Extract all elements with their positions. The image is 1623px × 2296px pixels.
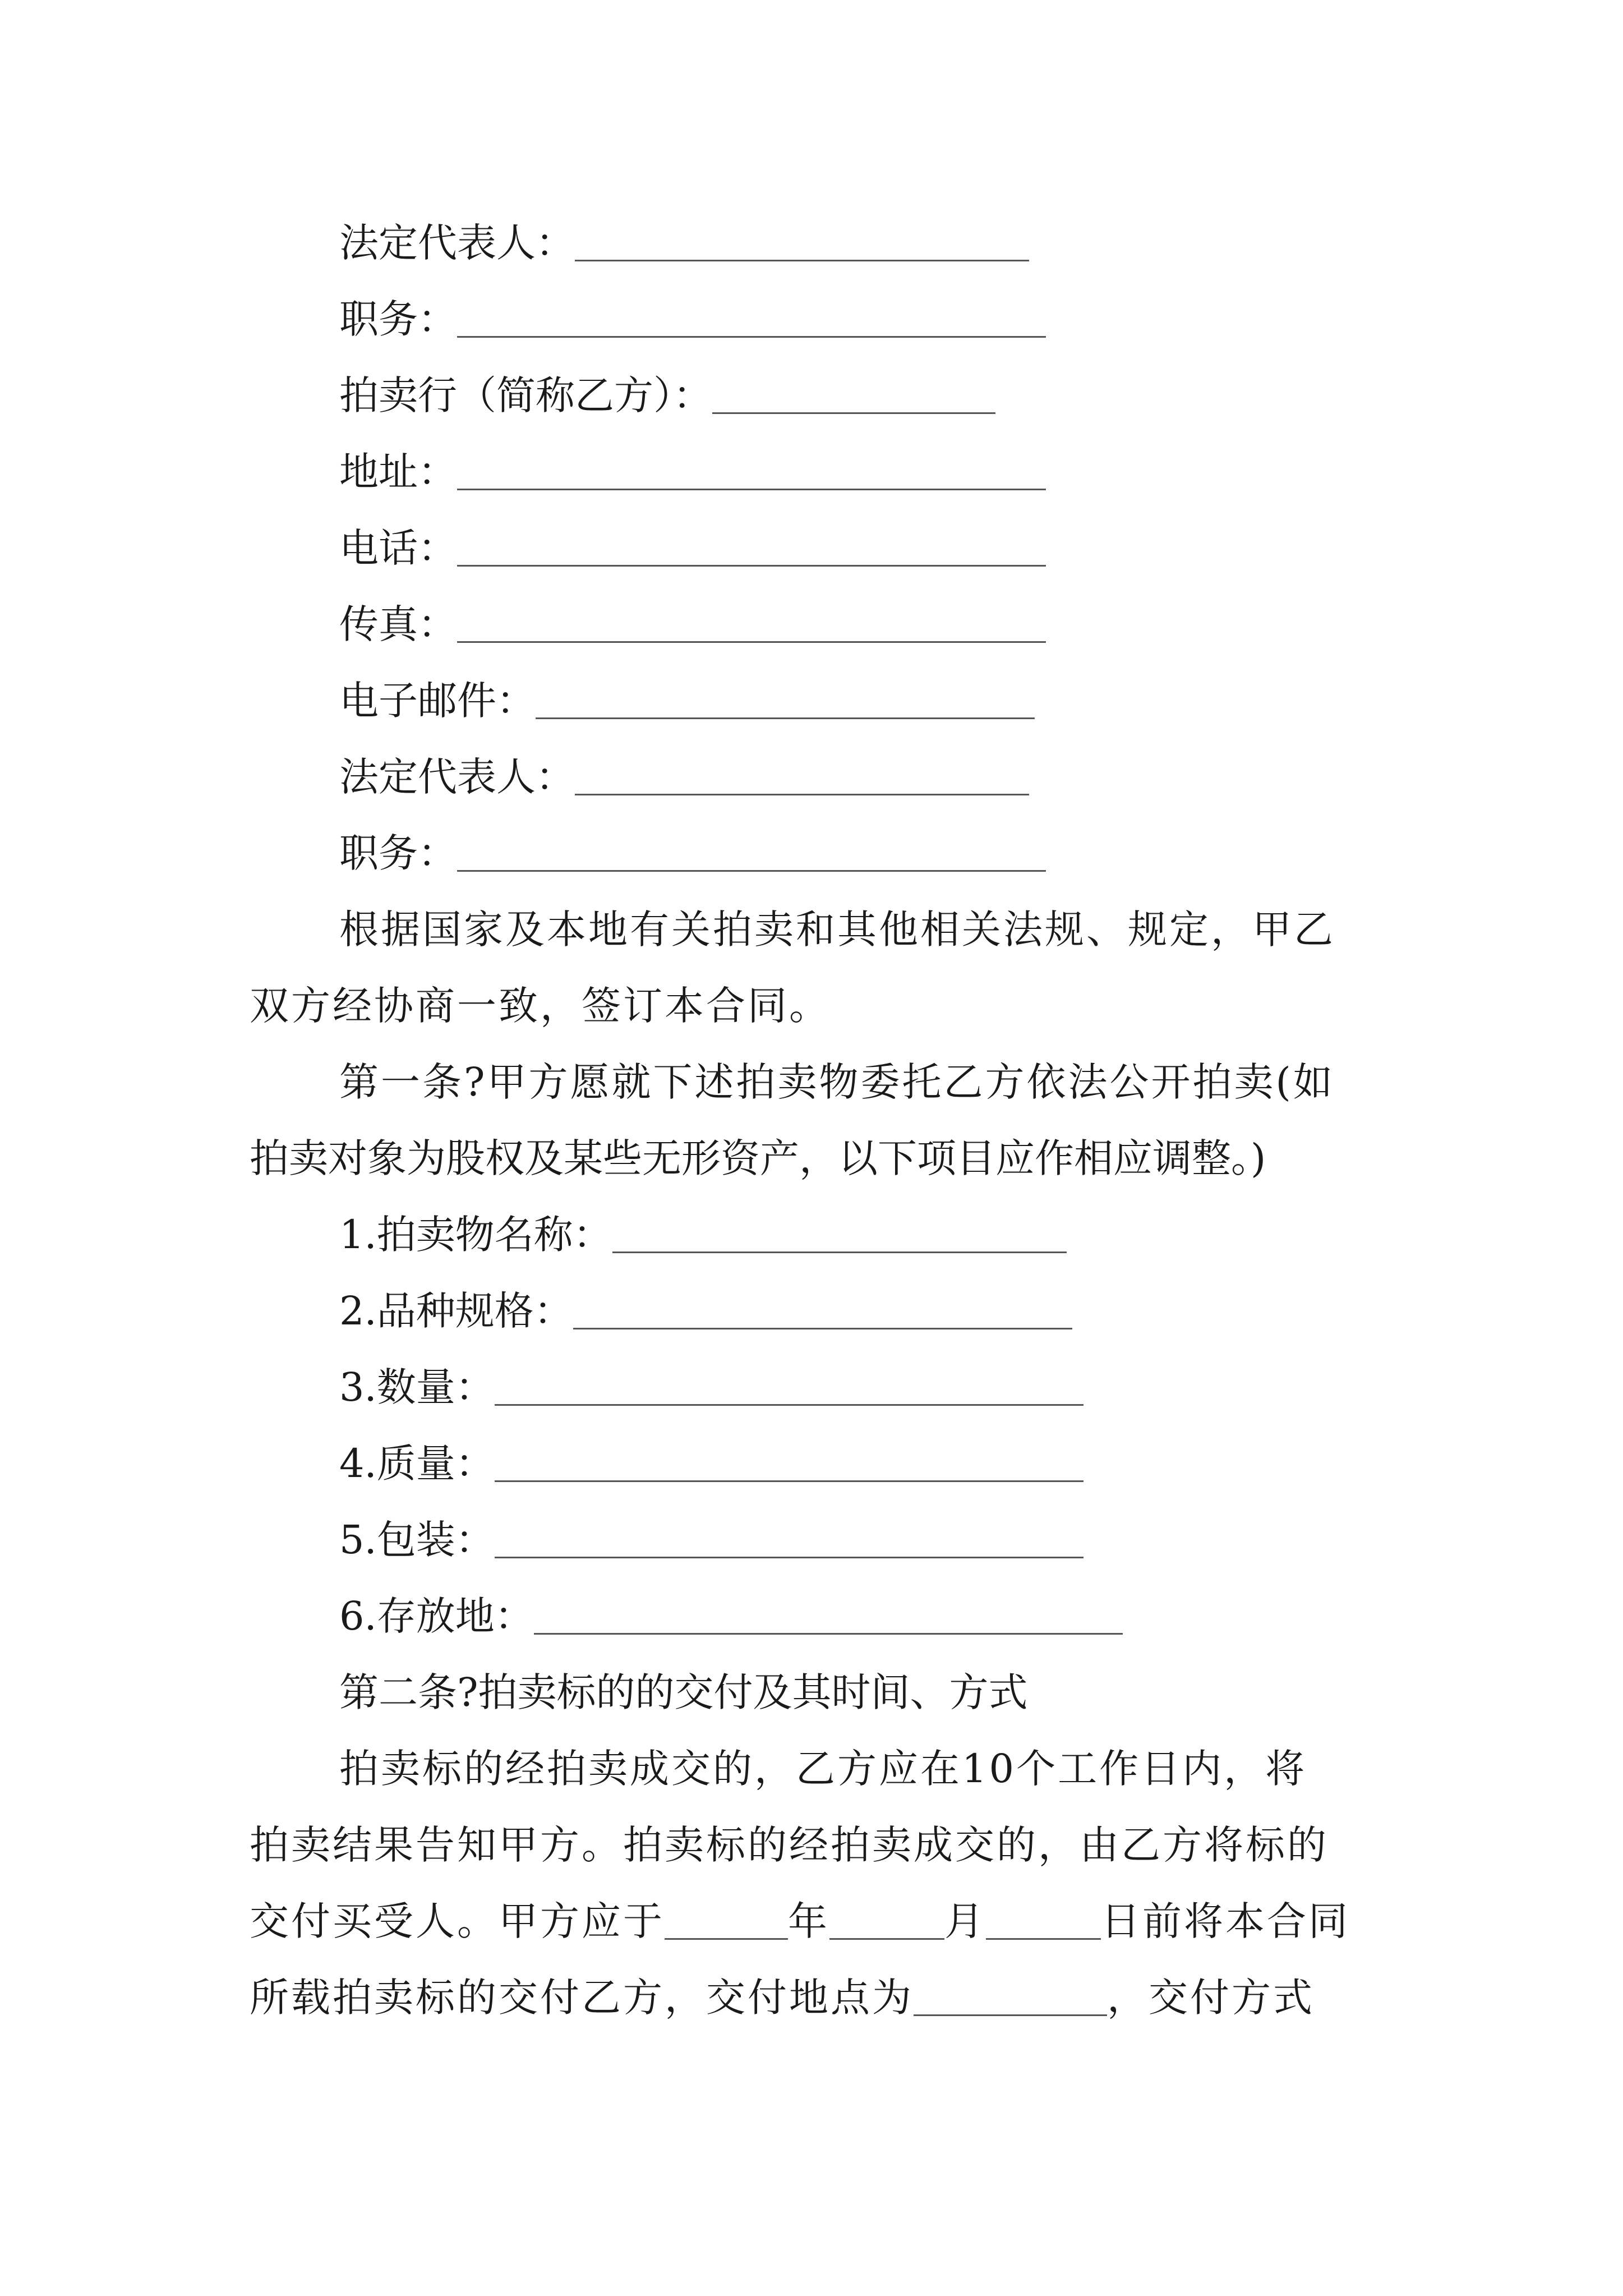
- party-b-name-field[interactable]: [712, 378, 995, 414]
- article2-line-4: [250, 1972, 1315, 2023]
- item-name-label: 1.拍卖物名称：: [339, 1212, 612, 1258]
- item-packing-row: [339, 1515, 1083, 1565]
- item-storage-label: 6.存放地：: [339, 1593, 534, 1639]
- item-quality-field[interactable]: [495, 1446, 1083, 1482]
- article2-line-2: 拍卖结果告知甲方。拍卖标的经拍卖成交的，由乙方将标的: [250, 1822, 1329, 1868]
- item-qty-field[interactable]: [495, 1369, 1083, 1406]
- article2-line-3: [250, 1896, 1350, 1947]
- delivery-year-field[interactable]: [665, 1903, 788, 1940]
- delivery-intro-text: 交付买受人。甲方应于: [250, 1898, 665, 1944]
- party-a-position-row: [339, 294, 1046, 344]
- preamble-line-2: 双方经协商一致，签订本合同。: [250, 983, 831, 1029]
- party-b-position-label: 职务：: [339, 830, 457, 876]
- item-storage-row: [339, 1591, 1123, 1641]
- party-a-legal-rep-field[interactable]: [575, 225, 1029, 261]
- item-qty-row: [339, 1362, 1083, 1412]
- party-a-position-label: 职务：: [339, 296, 457, 342]
- party-b-email-row: [339, 675, 1035, 726]
- party-b-email-label: 电子邮件：: [339, 678, 536, 724]
- party-a-legal-rep-row: [339, 218, 1029, 268]
- party-b-position-field[interactable]: [457, 835, 1046, 872]
- party-a-legal-rep-label: 法定代表人：: [339, 220, 575, 266]
- party-b-position-row: [339, 828, 1046, 878]
- item-name-row: [339, 1209, 1067, 1260]
- party-b-address-field[interactable]: [457, 454, 1046, 490]
- preamble-line-1: 根据国家及本地有关拍卖和其他相关法规、规定，甲乙: [339, 907, 1335, 953]
- item-quality-row: [339, 1438, 1083, 1489]
- party-b-phone-label: 电话：: [339, 525, 457, 571]
- item-packing-label: 5.包装：: [339, 1517, 495, 1563]
- item-spec-row: [339, 1286, 1072, 1336]
- item-qty-label: 3.数量：: [339, 1364, 495, 1410]
- delivery-month-field[interactable]: [829, 1903, 944, 1940]
- article1-line-2: 拍卖对象为股权及某些无形资产，以下项目应作相应调整。): [250, 1135, 1266, 1181]
- item-spec-field[interactable]: [573, 1293, 1072, 1329]
- item-name-field[interactable]: [612, 1217, 1067, 1253]
- party-b-title-row: [339, 370, 995, 421]
- party-a-position-field[interactable]: [457, 301, 1046, 338]
- article2-line-1: 拍卖标的经拍卖成交的，乙方应在10个工作日内，将: [339, 1746, 1307, 1792]
- party-b-phone-field[interactable]: [457, 530, 1046, 567]
- item-storage-field[interactable]: [534, 1598, 1123, 1635]
- delivery-day-field[interactable]: [986, 1903, 1101, 1940]
- item-spec-label: 2.品种规格：: [339, 1288, 573, 1334]
- item-packing-field[interactable]: [495, 1522, 1083, 1558]
- party-b-address-row: [339, 447, 1046, 497]
- party-b-fax-label: 传真：: [339, 601, 457, 647]
- party-b-phone-row: [339, 523, 1046, 573]
- year-label: 年: [788, 1898, 829, 1944]
- delivery-place-field[interactable]: [914, 1980, 1107, 2016]
- party-b-address-label: 地址：: [339, 449, 457, 495]
- party-b-fax-row: [339, 599, 1046, 650]
- delivery-place-intro: 所载拍卖标的交付乙方，交付地点为: [250, 1975, 914, 2021]
- month-label: 月: [944, 1898, 986, 1944]
- article2-title: 第二条?拍卖标的的交付及其时间、方式: [339, 1669, 1028, 1715]
- party-b-email-field[interactable]: [536, 683, 1035, 719]
- item-quality-label: 4.质量：: [339, 1441, 495, 1487]
- party-b-legal-rep-row: [339, 752, 1029, 802]
- article1-line-1: 第一条?甲方愿就下述拍卖物委托乙方依法公开拍卖(如: [339, 1059, 1335, 1105]
- party-b-fax-field[interactable]: [457, 606, 1046, 643]
- delivery-method-text: ，交付方式: [1107, 1975, 1315, 2021]
- day-text: 日前将本合同: [1101, 1898, 1350, 1944]
- party-b-legal-rep-field[interactable]: [575, 759, 1029, 795]
- party-b-title-label: 拍卖行（简称乙方）：: [339, 372, 712, 418]
- party-b-legal-rep-label: 法定代表人：: [339, 754, 575, 800]
